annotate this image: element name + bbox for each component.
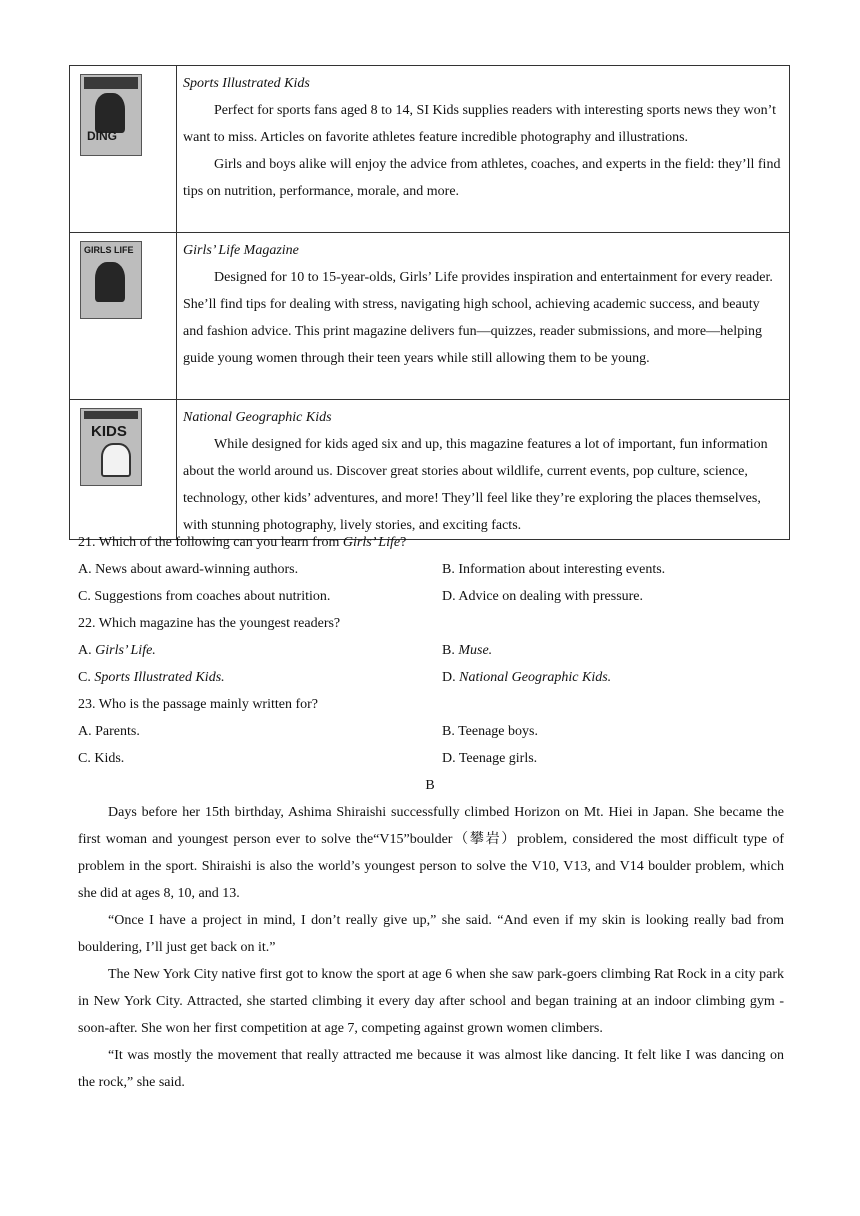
- answer-option: A. Girls’ Life.: [78, 643, 156, 658]
- question-stem: 23. Who is the passage mainly written for?: [78, 697, 319, 712]
- magazine-description: [177, 400, 790, 540]
- magazine-title: Sports Illustrated Kids: [183, 76, 310, 91]
- magazine-paragraph: Perfect for sports fans aged 8 to 14, SI Kids supplies readers with interesting sports news they won’t want to miss. Articles on favorite athletes feature incredible photography and illustrations.: [183, 103, 776, 145]
- passage-paragraph: Days before her 15th birthday, Ashima Shiraishi successfully climbed Horizon on Mt. Hiei in Japan. She became the first woman and youngest person ever to solve the“V15”boulder（攀岩）problem, considered the most difficult type of problem in the sport. Shiraishi is also the world’s youngest person to solve the V10, V13, and V14 boulder problem, which she did at ages 8, 10, and 13.: [78, 805, 784, 901]
- magazine-cover-image: KIDS: [80, 408, 142, 486]
- cover-cell: [70, 400, 177, 540]
- section-heading: B: [425, 778, 435, 793]
- magazine-cover-image: DING: [80, 74, 142, 156]
- question-stem: 22. Which magazine has the youngest readers?: [78, 616, 341, 631]
- question-stem: 21. Which of the following can you learn from Girls’ Life?: [78, 535, 407, 550]
- answer-option: D. Advice on dealing with pressure.: [442, 589, 644, 604]
- answer-option: A. Parents.: [78, 724, 140, 739]
- answer-option: C. Suggestions from coaches about nutrition.: [78, 589, 331, 604]
- table-row: [70, 400, 790, 540]
- answer-option: C. Sports Illustrated Kids.: [78, 670, 225, 685]
- magazine-title: National Geographic Kids: [183, 410, 332, 425]
- passage-paragraph: “Once I have a project in mind, I don’t really give up,” she said. “And even if my skin is looking really bad from bouldering, I’ll just get back on it.”: [78, 913, 784, 955]
- cover-cell: [70, 233, 177, 400]
- answer-option: D. Teenage girls.: [442, 751, 538, 766]
- answer-option: B. Information about interesting events.: [442, 562, 666, 577]
- magazine-paragraph: While designed for kids aged six and up, this magazine features a lot of important, fun information about the world around us. Discover great stories about wildlife, current events, pop culture, science, technology, other kids’ adventures, and more! They’ll feel like they’re exploring the places themselves, with stunning photography, lively stories, and exciting facts.: [183, 437, 768, 533]
- passage-paragraph: “It was mostly the movement that really attracted me because it was almost like dancing. It felt like I was dancing on the rock,” she said.: [78, 1048, 784, 1090]
- passage-paragraph: The New York City native first got to know the sport at age 6 when she saw park-goers climbing Rat Rock in a city park in New York City. Attracted, she started climbing it every day after school and began training at an indoor climbing gym -soon-after. She won her first competition at age 7, competing against grown women climbers.: [78, 967, 784, 1036]
- magazine-paragraph: Girls and boys alike will enjoy the advice from athletes, coaches, and experts in the field: they’ll find tips on nutrition, performance, morale, and more.: [183, 157, 781, 199]
- answer-option: B. Teenage boys.: [442, 724, 538, 739]
- table-row: [70, 66, 790, 233]
- answer-option: D. National Geographic Kids.: [442, 670, 612, 685]
- magazine-description: [177, 233, 790, 400]
- magazine-cover-image: GIRLS LIFE: [80, 241, 142, 319]
- magazine-table: [69, 65, 790, 540]
- table-row: [70, 233, 790, 400]
- cover-cell: [70, 66, 177, 233]
- answer-option: A. News about award-winning authors.: [78, 562, 299, 577]
- magazine-title: Girls’ Life Magazine: [183, 243, 299, 258]
- answer-option: C. Kids.: [78, 751, 125, 766]
- answer-option: B. Muse.: [442, 643, 493, 658]
- magazine-paragraph: Designed for 10 to 15-year-olds, Girls’ Life provides inspiration and entertainment for every reader. She’ll find tips for dealing with stress, navigating high school, achieving academic success, and beauty and fashion advice. This print magazine delivers fun—quizzes, reader submissions, and more—helping guide young women through their teen years while still allowing them to be young.: [183, 270, 773, 366]
- magazine-description: [177, 66, 790, 233]
